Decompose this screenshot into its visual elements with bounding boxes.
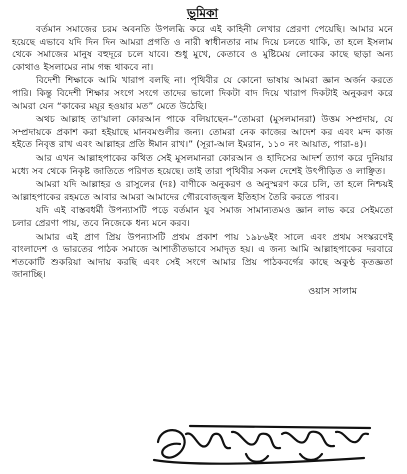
paragraph-7: আমার এই প্রাণ প্রিয় উপন্যাসটি প্রথম প্রকাশ পায় ১৯৮৬ইং সালে এবং প্রথম সংস্করণেই বাংলাদেশ ও ভারতের পাঠক সমাজে আশাতীতভাবে সমাদৃত হয়। এ জন্য আমি আল্লাহপাকের দরবারে শতকোটি শুকরিয়া আদায় করছি এবং সেই সংগে আমার প্রিয় পাঠকবর্গের কাছে অকুণ্ঠ কৃতজ্ঞতা জানাচ্ছি।: [12, 231, 393, 281]
paragraph-6: যদি এই বাস্তবধর্মী উপন্যাসটি পড়ে বর্তমান যুব সমাজ সামান্যতমও জ্ঞান লাভ করে সেইমতো চলার প্রেরণা পায়, তবে নিজেকে ধন্য মনে করব।: [12, 205, 393, 229]
handwritten-signature: [150, 420, 380, 470]
paragraph-3: অথচ আল্লাহ তা'য়ালা কোরআন পাকে বলিয়াছেন–“তোমরা (মুসলমানরা) উত্তম সম্প্রদায়, যে সম্প্রদায়কে প্রকাশ করা হইয়াছে মানবমণ্ডলীর জন্য। তোমরা নেক কাজের আদেশ কর এবং মন্দ কাজ হইতে নিবৃত্ত রাখ এবং আল্লাহর প্রতি ঈমান রাখ।” (সূরা-আল ইমরান, ১১০ নং আয়াত, পারা-৪)।: [12, 114, 393, 151]
page-title: ভূমিকা: [187, 6, 218, 20]
paragraph-1: বর্তমান সমাজের চরম অবনতি উপলব্ধি করে এই কাহিনী লেখার প্রেরণা পেয়েছি। আমার মনে হয়েছে এভাবে যদি দিন দিন আমরা প্রগতি ও নারী স্বাধীনতার নাম দিয়ে চলতে থাকি, তা হলে ইসলাম থেকে সমাজের মানুষ বহুদূরে চলে যাবে। শুধু মুখে, কেতাবে ও মুষ্টিমেয় লোকের কাছে ছাড়া অন্য কোথাও ইসলামের নাম গন্ধ থাকবে না।: [12, 24, 393, 73]
closing-salutation: ওয়াস সালাম: [308, 285, 357, 297]
paragraph-5: আমরা যদি আল্লাহর ও রাসুলের (দঃ) বাণীকে অনুকরণ ও অনুস্মরণ করে চলি, তা হলে নিশ্চয়ই আল্লাহপাকের রহমতে আবার আমরা আমাদের গৌরবোজ্জ্বল ইতিহাস তৈরি করতে পারব।: [12, 179, 393, 203]
paragraph-2: বিদেশী শিক্ষাকে আমি খারাপ বলছি না। পৃথিবীর যে কোনো ভাষায় আমরা জ্ঞান অর্জন করতে পারি। কিন্তু বিদেশী শিক্ষার সংগে সংগে তাদের ভালো দিকটা বাদ দিয়ে খারাপ দিকটাই অনুকরণ করে আমরা যেন “কাকের ময়ূর হওয়ার মত” মেতে উঠেছি।: [12, 75, 393, 112]
paragraph-4: আর এখন আল্লাহপাকের কথিত সেই মুসলমানরা কোরআন ও হাদিসের আদর্শ ত্যাগ করে দুনিয়ার মধ্যে সব থেকে নিকৃষ্ট জাতিতে পরিণত হয়েছে। তাই তারা পৃথিবীর সকল দেশেই উৎপীড়িত ও লাঞ্ছিত।: [12, 152, 393, 177]
